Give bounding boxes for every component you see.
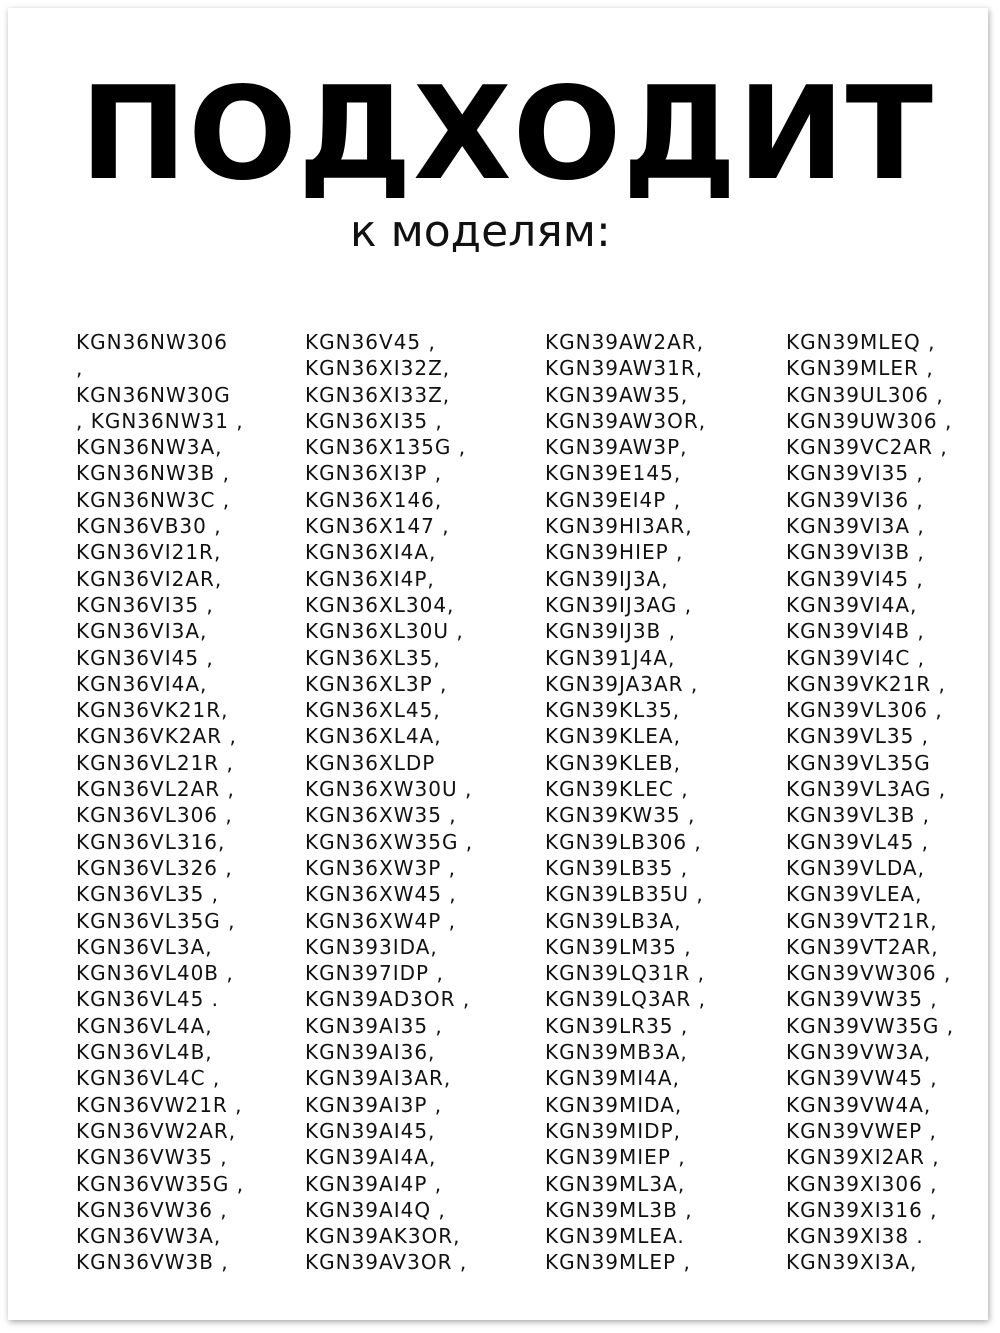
model-list-item: KGN391J4A,: [545, 645, 676, 670]
model-list-item: KGN39VLDA,: [786, 855, 925, 880]
model-list-item: KGN36XI4A,: [305, 540, 437, 565]
model-list-item: KGN39MLEP ,: [545, 1250, 691, 1275]
model-list-item: KGN39LB35 ,: [545, 855, 689, 880]
model-list-item: KGN39KL35,: [545, 698, 681, 723]
model-list-item: KGN36VL21R ,: [76, 750, 234, 775]
model-list-item: KGN36VI21R,: [76, 540, 222, 565]
model-list-item: KGN39AI4P ,: [305, 1171, 443, 1196]
model-list-item: KGN39UL306 ,: [786, 382, 944, 407]
model-list-item: KGN39VK21R ,: [786, 671, 946, 696]
model-list-item: ,: [76, 356, 84, 381]
model-list-item: KGN39VWEP ,: [786, 1118, 937, 1143]
model-list-item: KGN39MIDA,: [545, 1092, 683, 1117]
model-list-item: KGN39LQ3AR ,: [545, 987, 706, 1012]
model-list-item: KGN36XW35G ,: [305, 829, 474, 854]
model-list-item: KGN39VI4B ,: [786, 619, 925, 644]
model-list-item: KGN36XW45 ,: [305, 882, 457, 907]
model-list-item: KGN36X146,: [305, 487, 443, 512]
model-column-4: [786, 329, 954, 1276]
model-list-item: KGN36VL40B ,: [76, 961, 234, 986]
model-list-item: KGN39VI3A ,: [786, 514, 925, 539]
model-list-item: KGN39LM35 ,: [545, 934, 692, 959]
model-list-item: KGN36NW3A,: [76, 435, 223, 460]
model-list-item: KGN39LB35U ,: [545, 882, 704, 907]
model-list-item: KGN39MB3A,: [545, 1040, 688, 1065]
model-list-item: KGN36XL30U ,: [305, 619, 464, 644]
model-list-item: KGN36XW3P ,: [305, 855, 456, 880]
model-list-item: KGN36X147 ,: [305, 514, 450, 539]
model-list-item: KGN36XW30U ,: [305, 777, 473, 802]
model-list-item: KGN39IJ3AG ,: [545, 592, 693, 617]
model-list-item: KGN36VI3A,: [76, 619, 208, 644]
model-list-item: KGN36XL4A,: [305, 724, 442, 749]
model-list-item: KGN39HI3AR,: [545, 514, 693, 539]
model-list-item: KGN39XI38 .: [786, 1224, 924, 1249]
model-list-item: KGN36VL2AR ,: [76, 777, 235, 802]
model-list-item: KGN36VK21R,: [76, 698, 229, 723]
model-list-item: KGN36VI35 ,: [76, 592, 214, 617]
model-list-item: KGN39IJ3A,: [545, 566, 669, 591]
model-list-item: KGN39VW35 ,: [786, 987, 938, 1012]
model-list-item: , KGN36NW31 ,: [76, 408, 244, 433]
model-list-item: KGN36VI4A,: [76, 671, 208, 696]
model-list-item: KGN36XI4P,: [305, 566, 435, 591]
model-list-item: KGN39IJ3B ,: [545, 619, 676, 644]
model-list-item: KGN39VI45 ,: [786, 566, 924, 591]
model-list-item: KGN36NW306: [76, 330, 228, 354]
model-list-item: KGN39VT21R,: [786, 908, 938, 933]
model-list-item: KGN39JA3AR ,: [545, 671, 699, 696]
model-list-item: KGN36VB30 ,: [76, 514, 222, 539]
model-list-item: KGN36VL45 .: [76, 987, 220, 1012]
model-list-item: KGN39AW35,: [545, 382, 689, 407]
model-list-item: KGN39HIEP ,: [545, 540, 684, 565]
model-list-item: KGN36NW3C ,: [76, 487, 231, 512]
model-list-item: KGN39EI4P ,: [545, 487, 682, 512]
model-list-item: KGN36V45 ,: [305, 330, 436, 354]
model-list-item: KGN39AI3AR,: [305, 1066, 452, 1091]
model-list-item: KGN39VI36 ,: [786, 487, 924, 512]
model-list-item: KGN39LQ31R ,: [545, 961, 705, 986]
model-list-item: KGN39LB3A,: [545, 908, 682, 933]
model-list-item: KGN36XW4P ,: [305, 908, 456, 933]
model-list-item: KGN36VW3A,: [76, 1224, 222, 1249]
model-list-item: KGN36XL304,: [305, 592, 455, 617]
model-list-item: KGN36VI2AR,: [76, 566, 223, 591]
model-list-item: KGN39MLEA.: [545, 1224, 685, 1249]
model-list-item: KGN39VT2AR,: [786, 934, 939, 959]
model-list-item: KGN39VL45 ,: [786, 829, 930, 854]
model-list-item: KGN39VL35G: [786, 750, 931, 775]
model-list-item: KGN39AI36,: [305, 1040, 436, 1065]
model-list-item: KGN36X135G ,: [305, 435, 467, 460]
model-list-item: KGN36VL306 ,: [76, 803, 233, 828]
model-list-item: KGN36VL4B,: [76, 1040, 213, 1065]
model-list-item: KGN39VC2AR ,: [786, 435, 948, 460]
model-list-item: KGN39AW3OR,: [545, 408, 707, 433]
model-list-item: KGN39VL35 ,: [786, 724, 930, 749]
model-list-item: KGN39AI35 ,: [305, 1013, 443, 1038]
model-list-item: KGN36NW3B ,: [76, 461, 230, 486]
model-list-item: KGN36XL45,: [305, 698, 441, 723]
model-list-item: KGN39E145,: [545, 461, 682, 486]
model-list-item: KGN39AW2AR,: [545, 330, 705, 354]
model-list-item: KGN39AD3OR ,: [305, 987, 471, 1012]
model-list-item: KGN39ML3A,: [545, 1171, 686, 1196]
model-list-item: KGN36VW21R ,: [76, 1092, 243, 1117]
model-list-item: KGN36VL4C ,: [76, 1066, 221, 1091]
model-list-item: KGN36VL35 ,: [76, 882, 220, 907]
model-list-item: KGN39KLEB,: [545, 750, 681, 775]
model-list-item: KGN36VW3B ,: [76, 1250, 229, 1275]
model-list-item: KGN36VL3A,: [76, 934, 213, 959]
model-list-item: KGN36VL316,: [76, 829, 226, 854]
model-list-item: KGN39VL306 ,: [786, 698, 943, 723]
model-list-item: KGN36VW35 ,: [76, 1145, 228, 1170]
model-list-item: KGN36VI45 ,: [76, 645, 214, 670]
model-list-item: KGN39UW306 ,: [786, 408, 953, 433]
poster-title: ПОДХОДИТ: [80, 60, 934, 209]
model-list-item: KGN39VW35G ,: [786, 1013, 955, 1038]
model-list-item: KGN36XI32Z,: [305, 356, 451, 381]
model-list-item: KGN39LB306 ,: [545, 829, 702, 854]
model-list-item: KGN36XI35 ,: [305, 408, 443, 433]
model-list-item: KGN39VI35 ,: [786, 461, 924, 486]
poster-subtitle: к моделям:: [350, 206, 611, 257]
model-list-item: KGN36VW36 ,: [76, 1197, 228, 1222]
model-column-2: [305, 329, 473, 1276]
model-list-item: KGN39XI306 ,: [786, 1171, 938, 1196]
model-list-item: KGN39AK3OR,: [305, 1224, 461, 1249]
model-list-item: KGN39AI4A,: [305, 1145, 437, 1170]
model-list-item: KGN39VI4A,: [786, 592, 918, 617]
model-list-item: KGN39VLEA,: [786, 882, 923, 907]
model-list-item: KGN36XL3P ,: [305, 671, 448, 696]
model-list-item: KGN39KLEC ,: [545, 777, 689, 802]
model-list-item: KGN39VW306 ,: [786, 961, 952, 986]
model-list-item: KGN39XI3A,: [786, 1250, 918, 1275]
model-list-item: KGN39AW31R,: [545, 356, 704, 381]
model-list-item: KGN39MIDP,: [545, 1118, 681, 1143]
model-list-item: KGN39ML3B ,: [545, 1197, 693, 1222]
model-list-item: KGN36XI3P ,: [305, 461, 443, 486]
model-list-item: KGN39VW3A,: [786, 1040, 932, 1065]
model-column-3: [545, 329, 706, 1276]
model-list-item: KGN39KW35 ,: [545, 803, 696, 828]
model-list-item: KGN36VL35G ,: [76, 908, 236, 933]
model-list-item: KGN36VL4A,: [76, 1013, 213, 1038]
model-list-item: KGN39AV3OR ,: [305, 1250, 468, 1275]
model-list-item: KGN36XI33Z,: [305, 382, 451, 407]
model-list-item: KGN39XI316 ,: [786, 1197, 938, 1222]
model-list-item: KGN36NW30G: [76, 382, 231, 407]
model-list-item: KGN39VL3AG ,: [786, 777, 947, 802]
model-list-item: KGN36VW35G ,: [76, 1171, 245, 1196]
model-list-item: KGN39VW45 ,: [786, 1066, 938, 1091]
model-list-item: KGN36XL35,: [305, 645, 441, 670]
model-list-item: KGN36VL326 ,: [76, 855, 233, 880]
model-list-item: KGN36XLDP: [305, 750, 436, 775]
model-list-item: KGN36VK2AR ,: [76, 724, 237, 749]
model-list-item: KGN39KLEA,: [545, 724, 681, 749]
model-list-item: KGN39AW3P,: [545, 435, 688, 460]
model-list-item: KGN39VL3B ,: [786, 803, 931, 828]
model-list-item: KGN39LR35 ,: [545, 1013, 689, 1038]
model-list-item: KGN36XW35 ,: [305, 803, 457, 828]
model-list-item: KGN39MLEQ ,: [786, 330, 936, 354]
model-list-item: KGN39MIEP ,: [545, 1145, 686, 1170]
model-list-item: KGN39MI4A,: [545, 1066, 680, 1091]
model-list-item: KGN39VI4C ,: [786, 645, 926, 670]
model-list-item: KGN39AI4Q ,: [305, 1197, 446, 1222]
model-list-item: KGN393IDA,: [305, 934, 438, 959]
model-list-item: KGN397IDP ,: [305, 961, 444, 986]
model-list-item: KGN39VI3B ,: [786, 540, 925, 565]
model-list-item: KGN36VW2AR,: [76, 1118, 237, 1143]
model-list-item: KGN39AI45,: [305, 1118, 436, 1143]
model-list-item: KGN39XI2AR ,: [786, 1145, 940, 1170]
model-list-item: KGN39VW4A,: [786, 1092, 932, 1117]
model-list-item: KGN39MLER ,: [786, 356, 934, 381]
model-column-1: [76, 329, 244, 1276]
model-list-item: KGN39AI3P ,: [305, 1092, 443, 1117]
